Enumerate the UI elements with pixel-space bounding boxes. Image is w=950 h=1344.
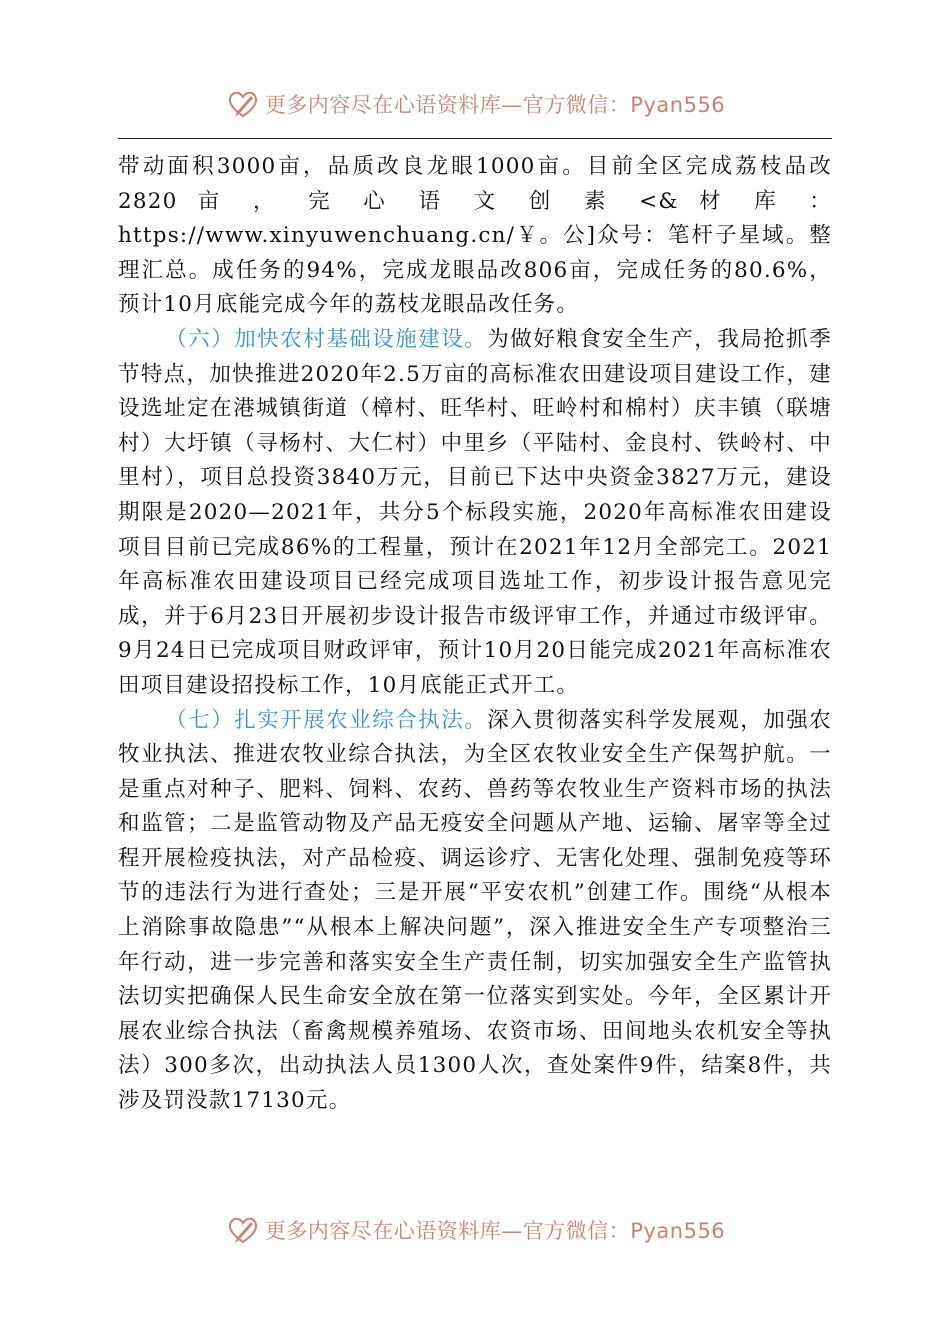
section-7-heading: （七）扎实开展农业综合执法。: [165, 707, 488, 733]
section-6-heading: （六）加快农村基础设施建设。: [165, 326, 488, 352]
pen-heart-logo-icon: [225, 1212, 261, 1248]
paragraph-3: [118, 704, 832, 1119]
section-7-body: 深入贯彻落实科学发展观，加强农牧业执法、推进农牧业综合执法，为全区农牧业安全生产保驾护航。一是重点对种子、肥料、饲料、农药、兽药等农牧业生产资料市场的执法和监管；二是监管动物及产品无疫安全问题从产地、运输、屠宰等全过程开展检疫执法，对产品检疫、调运诊疗、无害化处理、强制免疫等环节的违法行为进行查处；三是开展“平安农机”创建工作。围绕“从根本上消除事故隐患”“从根本上解决问题”，深入推进安全生产专项整治三年行动，进一步完善和落实安全生产责任制，切实加强安全生产监管执法切实把确保人民生命安全放在第一位落实到实处。今年，全区累计开展农业综合执法（畜禽规模养殖场、农资市场、田间地头农机安全等执法）300多次，出动执法人员1300人次，查处案件9件，结案8件，共涉及罚没款17130元。: [118, 707, 832, 1114]
page-header: [0, 84, 950, 124]
pen-heart-logo-icon: [225, 86, 261, 122]
footer-watermark: [0, 1210, 950, 1250]
paragraph-2: [118, 323, 832, 704]
header-watermark-text: 更多内容尽在心语资料库—官方微信：Pyan556: [264, 93, 726, 117]
section-6-body: 为做好粮食安全生产，我局抢抓季节特点，加快推进2020年2.5万亩的高标准农田建设项目建设工作，建设选址定在港城镇街道（樟村、旺华村、旺岭村和棉村）庆丰镇（联塘村）大圩镇（寻杨村、大仁村）中里乡（平陆村、金良村、铁岭村、中里村），项目总投资3840万元，目前已下达中央资金3827万元，建设期限是2020—2021年，共分5个标段实施，2020年高标准农田建设项目目前已完成86%的工程量，预计在2021年12月全部完工。2021年高标准农田建设项目已经完成项目选址工作，初步设计报告意见完成，并于6月23日开展初步设计报告市级评审工作，并通过市级评审。9月24日已完成项目财政评审，预计10月20日能完成2021年高标准农田项目建设招投标工作，10月底能正式开工。: [118, 326, 832, 698]
page-footer: [0, 1210, 950, 1250]
footer-watermark-text: 更多内容尽在心语资料库—官方微信：Pyan556: [264, 1219, 726, 1243]
header-watermark: [0, 84, 950, 124]
header-rule: [118, 138, 832, 139]
document-body: [118, 150, 832, 1119]
paragraph-1: 带动面积3000亩，品质改良龙眼1000亩。目前全区完成荔枝品改 2820 亩 ， 完 心 语 文 创 素 <& 材 库 ： https://www.xinyuwenchuang.cn/￥。公]众号：笔杆子星域。整理汇总。成任务的94%，完成龙眼品改806亩，完成任务的80.6%，预计10月底能完成今年的荔枝龙眼品改任务。: [118, 154, 832, 318]
